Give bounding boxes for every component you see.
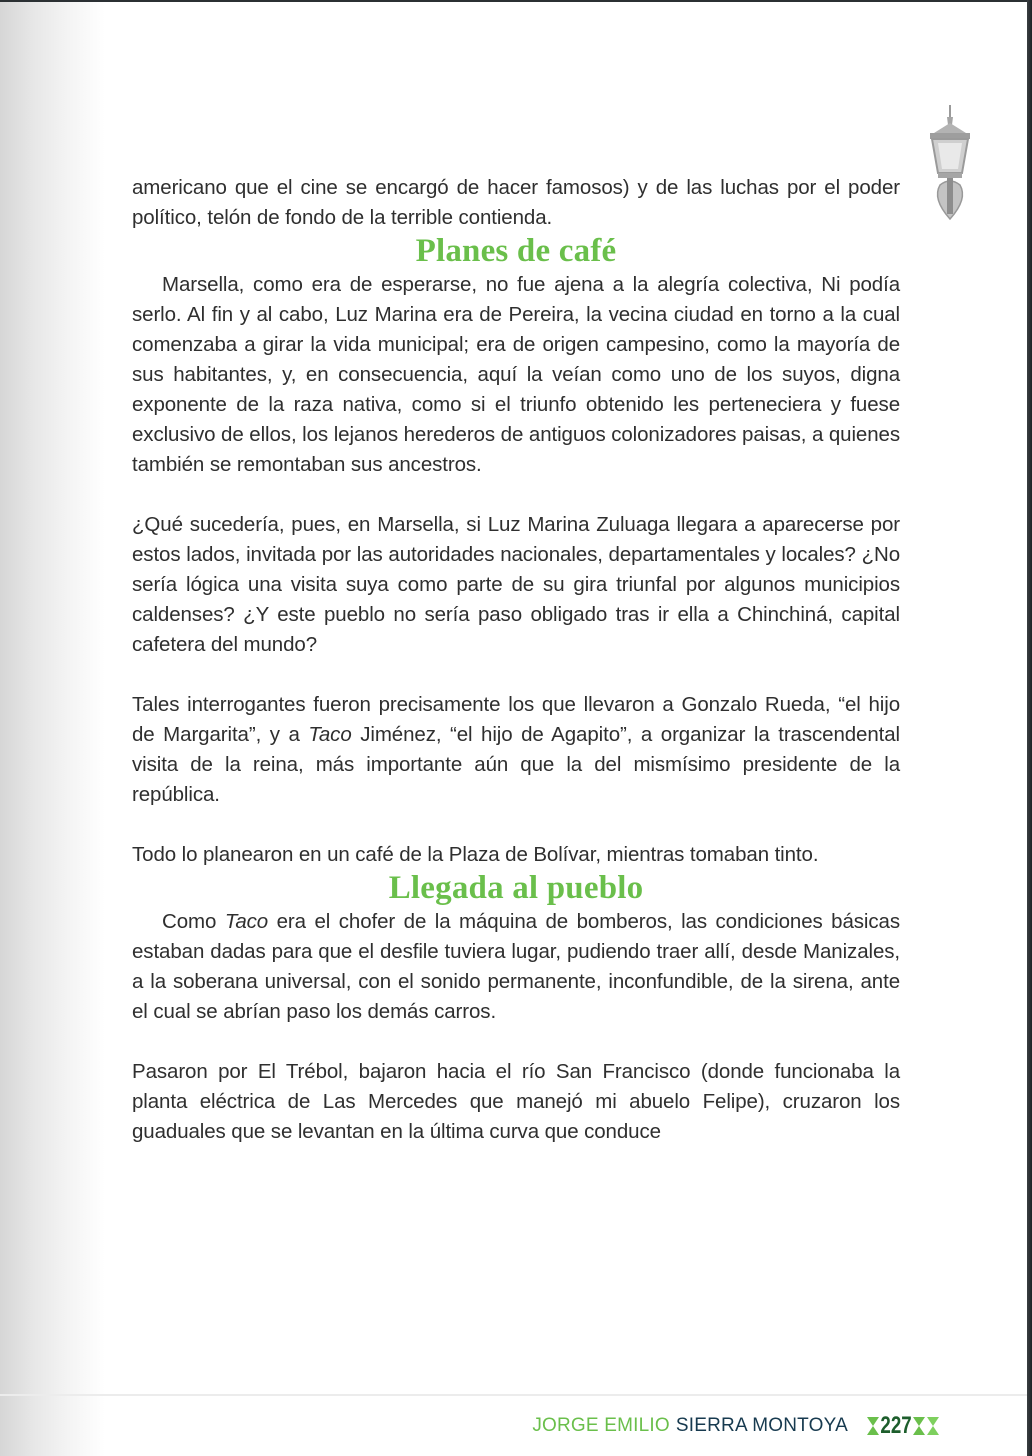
continuation-paragraph: americano que el cine se encargó de hacer famosos) y de las luchas por el poder político, telón de fondo de la terrible contienda. [132, 176, 900, 229]
page-footer [532, 1411, 940, 1441]
text-run: Como [162, 910, 225, 933]
paragraph: ¿Qué sucedería, pues, en Marsella, si Luz Marina Zuluaga llegara a aparecerse por estos lados, invitada por las autoridades nacionales, departamentales y locales? ¿No sería lógica una visita suya como parte de su gira triunfal por algunos municipios caldenses? ¿Y este pueblo no sería paso obligado tras ir ella a Chinchiná, capital cafetera del mundo? [132, 513, 900, 656]
hourglass-icon [926, 1416, 940, 1436]
paragraph [132, 690, 900, 810]
footer-divider [0, 1394, 1027, 1396]
author-first-name: JORGE EMILIO [532, 1415, 670, 1436]
window-right-border [1027, 0, 1032, 1456]
section-heading-llegada-al-pueblo: Llegada al pueblo [388, 870, 644, 906]
text-run: Jiménez, “el hijo de Agapito”, a organizar la trascendental visita de la reina, más importante aún que la del mismísimo presidente de la república. [132, 723, 900, 806]
window-top-border [0, 0, 1032, 2]
page-number: 227 [880, 1412, 912, 1439]
paragraph: Pasaron por El Trébol, bajaron hacia el río San Francisco (donde funcionaba la planta eléctrica de Las Mercedes que manejó mi abuelo Felipe), cruzaron los guaduales que se levantan en la última curva que conduce [132, 1060, 900, 1143]
paragraph: Marsella, como era de esperarse, no fue ajena a la alegría colectiva, Ni podía serlo. Al fin y al cabo, Luz Marina era de Pereira, la vecina ciudad en torno a la cual comenzaba a girar la vida municipal; era de origen campesino, como la mayoría de sus habitantes, y, en consecuencia, aquí la veían como uno de los suyos, digna exponente de la raza nativa, como si el triunfo obtenido les perteneciera y fuese exclusivo de ellos, los lejanos herederos de antiguos colonizadores paisas, a quienes también se remontaban sus ancestros. [132, 273, 900, 476]
paragraph [132, 907, 900, 1027]
street-lamp-icon [922, 103, 978, 223]
paragraph: Todo lo planearon en un café de la Plaza de Bolívar, mientras tomaban tinto. [132, 843, 819, 866]
text-run: Tales interrogantes fueron precisamente los que llevaron a Gonzalo Rueda, “el hijo de Margarita”, y a [132, 693, 900, 746]
hourglass-icon [866, 1416, 880, 1436]
section-heading-planes-de-cafe: Planes de café [415, 233, 617, 269]
hourglass-icon [912, 1416, 926, 1436]
page-gutter-shadow [0, 2, 105, 1456]
italic-name: Taco [224, 910, 269, 933]
text-run: era el chofer de la máquina de bomberos, las condiciones básicas estaban dadas para que el desfile tuviera lugar, pudiendo traer allí, desde Manizales, a la soberana universal, con el sonido permanente, inconfundible, de la sirena, ante el cual se abrían paso los demás carros. [132, 910, 900, 1023]
page-body [132, 173, 900, 1147]
italic-name: Taco [308, 723, 352, 746]
author-last-name: SIERRA MONTOYA [675, 1415, 848, 1436]
